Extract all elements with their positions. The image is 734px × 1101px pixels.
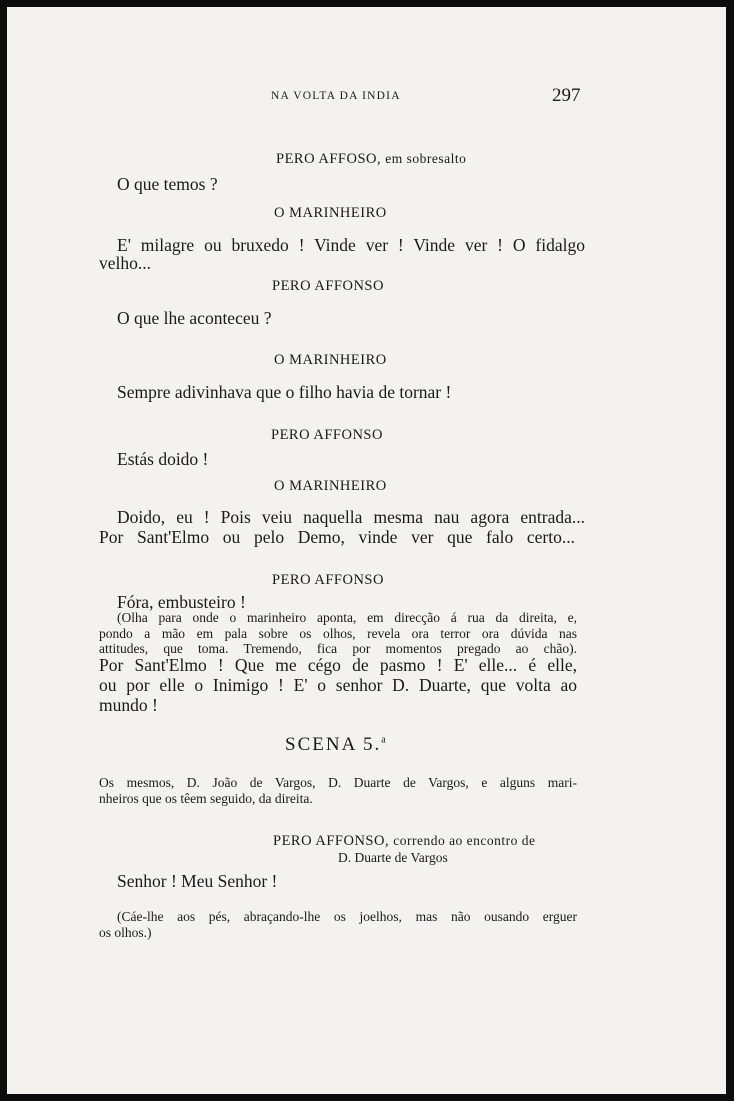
speaker-name: O MARINHEIRO (274, 205, 387, 221)
speech-line: E' milagre ou bruxedo ! Vinde ver ! Vinde ver ! O fidalgo (117, 235, 585, 255)
stage-line: pondo a mão em pala sobre os olhos, revela ora terror ora dúvida nas (99, 625, 577, 641)
speech-line: velho... (99, 253, 152, 273)
stage-line: attitudes, que toma. Tremendo, fica por momentos pregado ao chão). (99, 641, 577, 656)
speaker-name: O MARINHEIRO (274, 352, 387, 368)
stage-line: nheiros que os têem seguido, da direita. (99, 790, 313, 806)
speaker-name: PERO AFFONSO (271, 427, 383, 443)
speech-line: ou por elle o Inimigo ! E' o senhor D. Duarte, que volta ao (99, 675, 577, 695)
speaker-name: PERO AFFONSO (272, 278, 384, 294)
stage-direction: D. Duarte de Vargos (338, 850, 448, 865)
stage-line: (Olha para onde o marinheiro aponta, em direcção á rua da direita, e, (117, 610, 577, 625)
stage-line: Os mesmos, D. João de Vargos, D. Duarte de Vargos, e alguns mari- (99, 775, 577, 790)
speech-line: Doido, eu ! Pois veiu naquella mesma nau agora entrada... (117, 507, 585, 527)
speaker-name: PERO AFFOSO, em sobresalto (276, 151, 467, 167)
stage-direction (99, 610, 577, 657)
scene-stage-direction (99, 775, 577, 806)
stage-direction: em sobresalto (385, 151, 467, 166)
final-stage-direction (99, 909, 577, 940)
speaker-name: O MARINHEIRO (274, 478, 387, 494)
page-number: 297 (552, 85, 581, 106)
speech-line: Estás doido ! (117, 449, 209, 469)
stage-line: (Cáe-lhe aos pés, abraçando-lhe os joelhos, mas não ousando erguer (117, 909, 577, 924)
scene-title-superscript: a (381, 734, 386, 746)
running-header: NA VOLTA DA INDIA (271, 90, 401, 102)
stage-line: os olhos.) (99, 924, 152, 940)
speech-line: Por Sant'Elmo ou pelo Demo, vinde ver que falo certo... (99, 527, 575, 547)
speech-line: O que temos ? (117, 174, 218, 194)
stage-direction: correndo ao encontro de (393, 833, 536, 848)
speaker-name: PERO AFFONSO, correndo ao encontro de (273, 833, 536, 849)
speech-line: Sempre adivinhava que o filho havia de tornar ! (117, 382, 452, 402)
speech-line: O que lhe aconteceu ? (117, 308, 272, 328)
speech-line: Senhor ! Meu Senhor ! (117, 871, 278, 891)
speech-line: Fóra, embusteiro ! (117, 592, 246, 612)
speech-line: Por Sant'Elmo ! Que me cégo de pasmo ! E' elle... é elle, (99, 655, 577, 675)
scene-title: SCENA 5.$^a$ (285, 734, 386, 755)
speaker-name: PERO AFFONSO (272, 572, 384, 588)
book-page (7, 7, 726, 1094)
speech-line: mundo ! (99, 695, 158, 715)
